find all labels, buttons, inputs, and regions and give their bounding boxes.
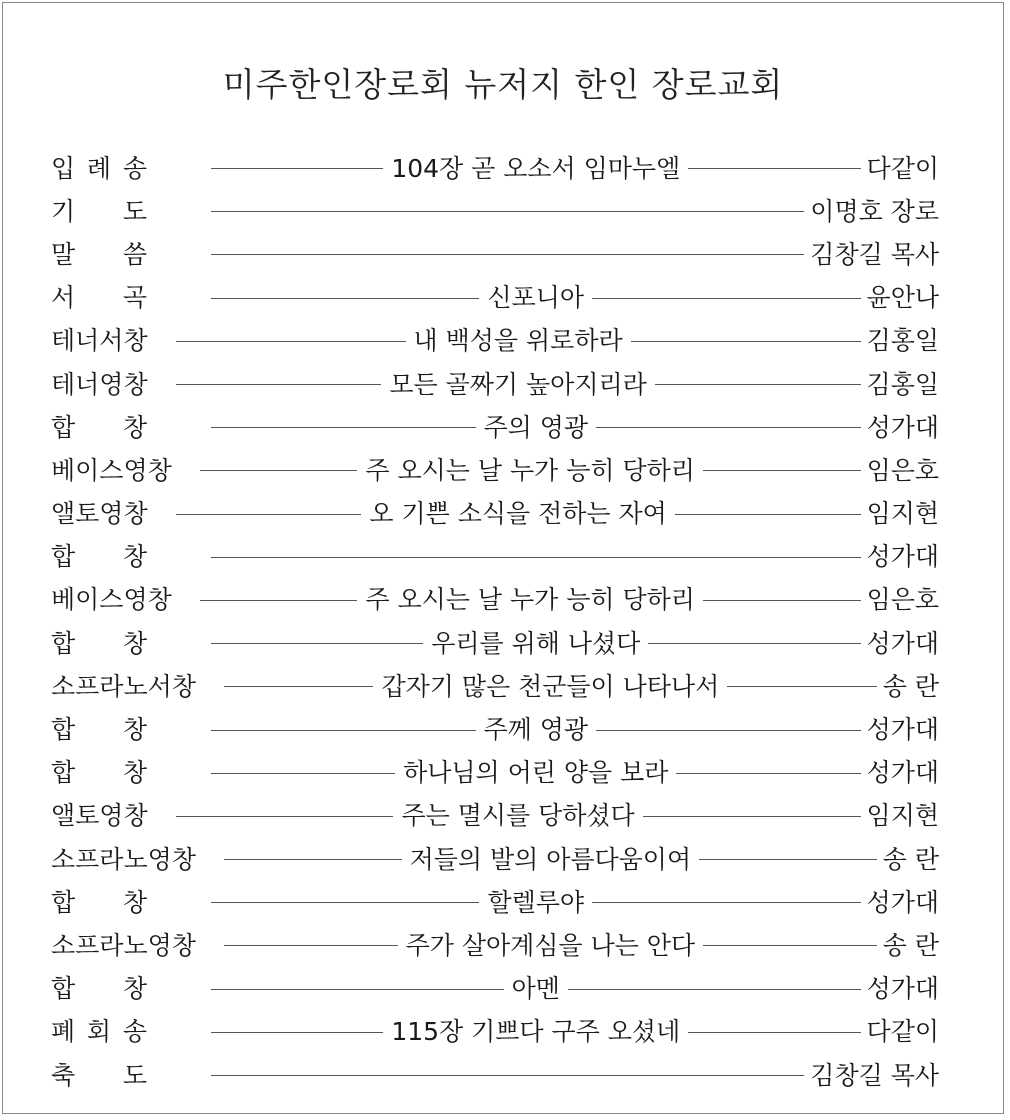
- program-item-label: 입 례 송: [51, 153, 147, 183]
- performer-name: 임지현: [866, 499, 940, 529]
- program-item-label: 베이스영창: [51, 455, 172, 485]
- piece-title: 주 오시는 날 누가 능히 당하리: [365, 455, 695, 485]
- program-row: [51, 879, 939, 922]
- program-item-label: 합 창: [51, 974, 147, 1004]
- leader-line: [176, 384, 382, 385]
- piece-title: 우리를 위해 나셨다: [431, 628, 641, 658]
- leader-line: [211, 643, 423, 644]
- program-row: [51, 577, 939, 620]
- program-item-label: 축 도: [51, 1060, 147, 1090]
- piece-title: 할렐루야: [487, 887, 585, 917]
- performer-name: 송 란: [882, 671, 940, 701]
- leader-line: [211, 211, 804, 212]
- leader-line: [211, 902, 479, 903]
- program-row: [51, 706, 939, 749]
- performer-name: 송 란: [882, 930, 939, 960]
- program-item-label: 기 도: [51, 196, 147, 226]
- leader-line: [211, 168, 383, 169]
- program-item-label: 테너영창: [51, 369, 148, 399]
- leader-line: [211, 989, 504, 990]
- leader-line: [596, 427, 861, 428]
- program-page: [2, 2, 1004, 1114]
- performer-name: 다같이: [866, 1017, 939, 1047]
- program-item-label: 말 씀: [51, 239, 147, 269]
- program-item-label: 서 곡: [51, 283, 147, 313]
- leader-line: [703, 945, 877, 946]
- program-item-label: 소프라노영창: [51, 930, 196, 960]
- program-item-label: 앨토영창: [51, 499, 148, 529]
- performer-name: 이명호 장로: [810, 196, 939, 226]
- leader-line: [596, 730, 861, 731]
- piece-title: 115장 기쁘다 구주 오셨네: [391, 1017, 681, 1047]
- program-row: [51, 1052, 939, 1095]
- leader-line: [592, 902, 860, 903]
- leader-line: [699, 859, 877, 860]
- program-row: [51, 404, 939, 447]
- leader-line: [200, 600, 358, 601]
- program-row: [51, 1009, 939, 1052]
- program-row: [51, 318, 939, 361]
- leader-line: [675, 514, 861, 515]
- leader-line: [568, 989, 861, 990]
- performer-name: 김창길 목사: [810, 1060, 939, 1090]
- program-item-label: 합 창: [51, 412, 147, 442]
- program-list: [51, 145, 939, 1095]
- program-row: [51, 793, 939, 836]
- program-item-label: 합 창: [51, 542, 147, 572]
- leader-line: [211, 1075, 804, 1076]
- performer-name: 임은호: [866, 455, 940, 485]
- program-row: [51, 491, 939, 534]
- program-item-label: 소프라노영창: [51, 844, 196, 874]
- leader-line: [592, 298, 860, 299]
- leader-line: [176, 816, 394, 817]
- program-row: [51, 750, 939, 793]
- leader-line: [631, 341, 861, 342]
- leader-line: [648, 643, 860, 644]
- performer-name: 성가대: [866, 758, 940, 788]
- leader-line: [176, 514, 362, 515]
- piece-title: 모든 골짜기 높아지리라: [389, 369, 647, 399]
- performer-name: 성가대: [866, 628, 939, 658]
- piece-title: 주가 살아계심을 나는 안다: [405, 930, 696, 960]
- leader-line: [655, 384, 861, 385]
- program-row: [51, 663, 939, 706]
- leader-line: [224, 945, 398, 946]
- program-row: [51, 922, 939, 965]
- program-item-label: 폐 회 송: [51, 1017, 147, 1047]
- piece-title: 주 오시는 날 누가 능히 당하리: [365, 585, 695, 615]
- program-row: [51, 534, 939, 577]
- program-row: [51, 361, 939, 404]
- leader-line: [703, 600, 861, 601]
- piece-title: 주는 멸시를 당하셨다: [401, 801, 635, 831]
- program-item-label: 합 창: [51, 715, 147, 745]
- performer-name: 성가대: [866, 412, 940, 442]
- program-row: [51, 836, 939, 879]
- program-item-label: 앨토영창: [51, 801, 148, 831]
- performer-name: 성가대: [866, 715, 940, 745]
- leader-line: [224, 686, 374, 687]
- program-item-label: 합 창: [51, 887, 147, 917]
- performer-name: 임지현: [866, 801, 939, 831]
- leader-line: [211, 773, 395, 774]
- piece-title: 저들의 발의 아름다움이여: [409, 844, 692, 874]
- performer-name: 성가대: [866, 974, 940, 1004]
- leader-line: [211, 1032, 383, 1033]
- performer-name: 다같이: [866, 153, 939, 183]
- performer-name: 윤안나: [866, 283, 939, 313]
- program-item-label: 베이스영창: [51, 585, 172, 615]
- program-row: [51, 188, 939, 231]
- performer-name: 송 란: [882, 844, 940, 874]
- performer-name: 성가대: [866, 887, 939, 917]
- leader-line: [200, 470, 358, 471]
- performer-name: 임은호: [866, 585, 940, 615]
- leader-line: [703, 470, 861, 471]
- leader-line: [211, 427, 476, 428]
- page-title: 미주한인장로회 뉴저지 한인 장로교회: [222, 65, 784, 104]
- leader-line: [211, 298, 479, 299]
- program-item-label: 테너서창: [51, 326, 148, 356]
- program-item-label: 합 창: [51, 628, 147, 658]
- piece-title: 104장 곧 오소서 임마누엘: [391, 153, 681, 183]
- piece-title: 주의 영광: [483, 412, 589, 442]
- piece-title: 내 백성을 위로하라: [413, 326, 623, 356]
- program-row: [51, 231, 939, 274]
- program-item-label: 소프라노서창: [51, 671, 196, 701]
- piece-title: 신포니아: [487, 283, 585, 313]
- leader-line: [224, 859, 402, 860]
- program-row: [51, 145, 939, 188]
- program-row: [51, 447, 939, 490]
- leader-line: [211, 730, 476, 731]
- piece-title: 주께 영광: [483, 715, 589, 745]
- performer-name: 김창길 목사: [810, 239, 939, 269]
- leader-line: [688, 1032, 860, 1033]
- program-row: [51, 275, 939, 318]
- piece-title: 아멘: [511, 974, 560, 1004]
- piece-title: 오 기쁜 소식을 전하는 자여: [369, 499, 667, 529]
- performer-name: 김홍일: [866, 369, 939, 399]
- leader-line: [211, 254, 804, 255]
- leader-line: [688, 168, 860, 169]
- performer-name: 김홍일: [866, 326, 940, 356]
- leader-line: [176, 341, 406, 342]
- leader-line: [211, 557, 861, 558]
- piece-title: 하나님의 어린 양을 보라: [403, 758, 669, 788]
- leader-line: [727, 686, 877, 687]
- leader-line: [676, 773, 860, 774]
- leader-line: [643, 816, 861, 817]
- program-row: [51, 966, 939, 1009]
- piece-title: 갑자기 많은 천군들이 나타나서: [381, 671, 720, 701]
- program-item-label: 합 창: [51, 758, 147, 788]
- program-row: [51, 620, 939, 663]
- performer-name: 성가대: [866, 542, 939, 572]
